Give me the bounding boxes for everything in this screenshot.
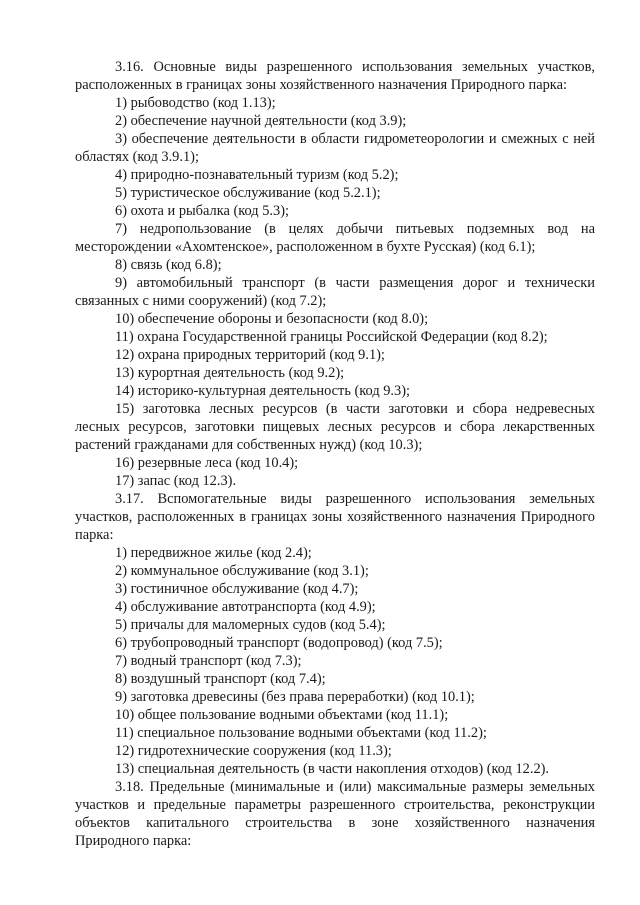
section-heading: 3.17. Вспомогательные виды разрешенного использования земельных участков, расположенных в границах зоны хозяйственного назначения Природного парка: (75, 491, 595, 543)
list-item: 15) заготовка лесных ресурсов (в части заготовки и сбора недревесных лесных ресурсов, заготовки пищевых лесных ресурсов и сбора лекарственных растений гражданами для собственных нужд) (код 10.3); (75, 401, 595, 453)
document-page (75, 58, 595, 850)
section-heading: 3.18. Предельные (минимальные и (или) максимальные размеры земельных участков и предельные параметры разрешенного строительства, реконструкции объектов капитального строительства в зоне хозяйственного назначения Природного парка: (75, 779, 595, 849)
list-item: 2) коммунальное обслуживание (код 3.1); (115, 563, 369, 579)
list-item: 10) общее пользование водными объектами (код 11.1); (115, 707, 449, 723)
list-item: 1) передвижное жилье (код 2.4); (115, 545, 312, 561)
list-item: 6) трубопроводный транспорт (водопровод) (код 7.5); (115, 635, 443, 651)
list-item: 12) охрана природных территорий (код 9.1); (115, 347, 385, 363)
list-item: 7) недропользование (в целях добычи питьевых подземных вод на месторождении «Ахомтенское», расположенном в бухте Русская) (код 6.1); (75, 221, 595, 255)
list-item: 4) природно-познавательный туризм (код 5.2); (115, 167, 399, 183)
list-item: 16) резервные леса (код 10.4); (115, 455, 299, 471)
list-item: 8) воздушный транспорт (код 7.4); (115, 671, 326, 687)
section-heading: 3.16. Основные виды разрешенного использования земельных участков, расположенных в границах зоны хозяйственного назначения Природного парка: (75, 59, 595, 93)
list-item: 2) обеспечение научной деятельности (код 3.9); (115, 113, 407, 129)
list-item: 14) историко-культурная деятельность (код 9.3); (115, 383, 411, 399)
list-item: 8) связь (код 6.8); (115, 257, 222, 273)
list-item: 11) специальное пользование водными объектами (код 11.2); (115, 725, 487, 741)
list-item: 13) курортная деятельность (код 9.2); (115, 365, 345, 381)
list-item: 5) туристическое обслуживание (код 5.2.1); (115, 185, 381, 201)
list-item: 9) заготовка древесины (без права переработки) (код 10.1); (115, 689, 475, 705)
list-item: 12) гидротехнические сооружения (код 11.3); (115, 743, 392, 759)
list-item: 11) охрана Государственной границы Российской Федерации (код 8.2); (115, 329, 548, 345)
list-item: 13) специальная деятельность (в части накопления отходов) (код 12.2). (115, 761, 550, 777)
list-item: 7) водный транспорт (код 7.3); (115, 653, 302, 669)
list-item: 5) причалы для маломерных судов (код 5.4); (115, 617, 386, 633)
list-item: 3) обеспечение деятельности в области гидрометеорологии и смежных с ней областях (код 3.9.1); (75, 131, 595, 165)
list-item: 4) обслуживание автотранспорта (код 4.9); (115, 599, 376, 615)
list-item: 9) автомобильный транспорт (в части размещения дорог и технически связанных с ними сооружений) (код 7.2); (75, 275, 595, 309)
list-item: 17) запас (код 12.3). (115, 473, 237, 489)
list-item: 6) охота и рыбалка (код 5.3); (115, 203, 289, 219)
list-item: 3) гостиничное обслуживание (код 4.7); (115, 581, 359, 597)
list-item: 1) рыбоводство (код 1.13); (115, 95, 276, 111)
list-item: 10) обеспечение обороны и безопасности (код 8.0); (115, 311, 429, 327)
